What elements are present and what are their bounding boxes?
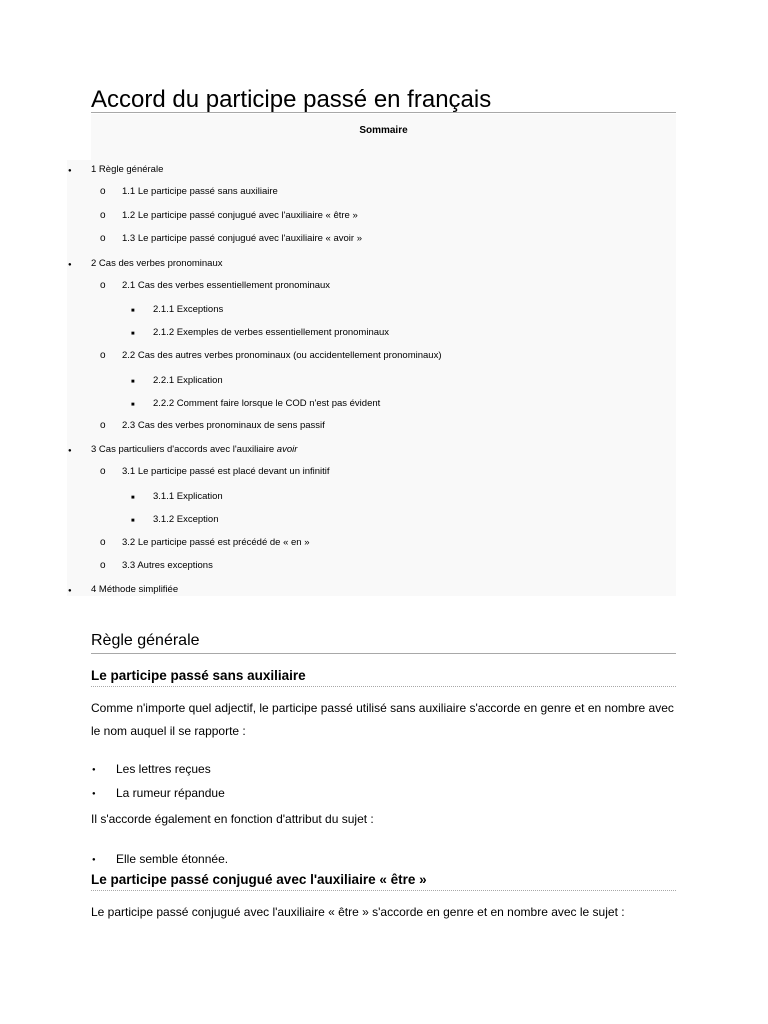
toc-link[interactable] xyxy=(91,444,297,456)
toc-link-emphasis: avoir xyxy=(276,444,298,455)
toc-bullet-square xyxy=(131,513,135,527)
toc-link[interactable]: 3.1 Le participe passé est placé devant un infinitif xyxy=(122,466,330,477)
toc-link[interactable]: 3.2 Le participe passé est précédé de « en » xyxy=(122,537,310,548)
toc-bullet-circle xyxy=(100,185,106,198)
list-bullet xyxy=(92,851,96,868)
toc-bullet-circle xyxy=(100,349,106,362)
toc-bullet-circle xyxy=(100,465,106,478)
list-item: Elle semble étonnée. xyxy=(116,852,229,866)
toc-bullet-square xyxy=(131,326,135,340)
toc-link[interactable]: 2 Cas des verbes pronominaux xyxy=(91,258,223,269)
toc-bullet-disc xyxy=(68,583,72,597)
table-of-contents-margin xyxy=(67,160,91,596)
toc-link-text: 3 Cas particuliers d'accords avec l'auxiliaire xyxy=(91,444,277,455)
toc-bullet-disc xyxy=(68,443,72,457)
toc-link[interactable]: 2.1.2 Exemples de verbes essentiellement pronominaux xyxy=(153,327,390,338)
list-item: Les lettres reçues xyxy=(116,762,211,776)
toc-link[interactable]: 1.2 Le participe passé conjugué avec l'auxiliaire « être » xyxy=(122,210,358,221)
toc-link[interactable]: 3.1.1 Explication xyxy=(153,491,223,502)
toc-link[interactable]: 3.1.2 Exception xyxy=(153,514,219,525)
subsection-heading: Le participe passé sans auxiliaire xyxy=(91,667,676,687)
toc-link[interactable]: 1 Règle générale xyxy=(91,164,164,175)
list-bullet xyxy=(92,761,96,778)
toc-bullet-circle xyxy=(100,419,106,432)
list-item: La rumeur répandue xyxy=(116,786,225,800)
toc-bullet-circle xyxy=(100,536,106,549)
toc-link[interactable]: 2.1 Cas des verbes essentiellement pronominaux xyxy=(122,280,331,291)
toc-link[interactable]: 1.3 Le participe passé conjugué avec l'auxiliaire « avoir » xyxy=(122,233,362,244)
toc-link[interactable]: 3.3 Autres exceptions xyxy=(122,560,213,571)
toc-bullet-square xyxy=(131,397,135,411)
toc-link[interactable]: 2.1.1 Exceptions xyxy=(153,304,224,315)
toc-link[interactable]: 2.2.2 Comment faire lorsque le COD n'est pas évident xyxy=(153,398,381,409)
paragraph: Le participe passé conjugué avec l'auxiliaire « être » s'accorde en genre et en nombre avec le sujet : xyxy=(91,905,625,919)
toc-bullet-square xyxy=(131,490,135,504)
toc-bullet-circle xyxy=(100,559,106,572)
page-title: Accord du participe passé en français xyxy=(91,86,676,113)
subsection-heading: Le participe passé conjugué avec l'auxiliaire « être » xyxy=(91,871,676,891)
toc-bullet-circle xyxy=(100,279,106,292)
paragraph: Comme n'importe quel adjectif, le participe passé utilisé sans auxiliaire s'accorde en genre et en nombre avec le nom auquel il se rapporte : xyxy=(91,701,674,738)
toc-link[interactable]: 4 Méthode simplifiée xyxy=(91,584,179,595)
paragraph: Il s'accorde également en fonction d'attribut du sujet : xyxy=(91,812,374,826)
toc-link[interactable]: 2.2.1 Explication xyxy=(153,375,223,386)
toc-heading: Sommaire xyxy=(359,125,408,136)
toc-link[interactable]: 2.3 Cas des verbes pronominaux de sens passif xyxy=(122,420,325,431)
toc-bullet-circle xyxy=(100,209,106,222)
toc-bullet-disc xyxy=(68,163,72,177)
list-bullet xyxy=(92,785,96,802)
section-heading: Règle générale xyxy=(91,631,676,654)
toc-link[interactable]: 1.1 Le participe passé sans auxiliaire xyxy=(122,186,278,197)
toc-bullet-circle xyxy=(100,232,106,245)
toc-bullet-square xyxy=(131,374,135,388)
toc-bullet-disc xyxy=(68,257,72,271)
toc-link[interactable]: 2.2 Cas des autres verbes pronominaux (ou accidentellement pronominaux) xyxy=(122,350,442,361)
toc-bullet-square xyxy=(131,303,135,317)
